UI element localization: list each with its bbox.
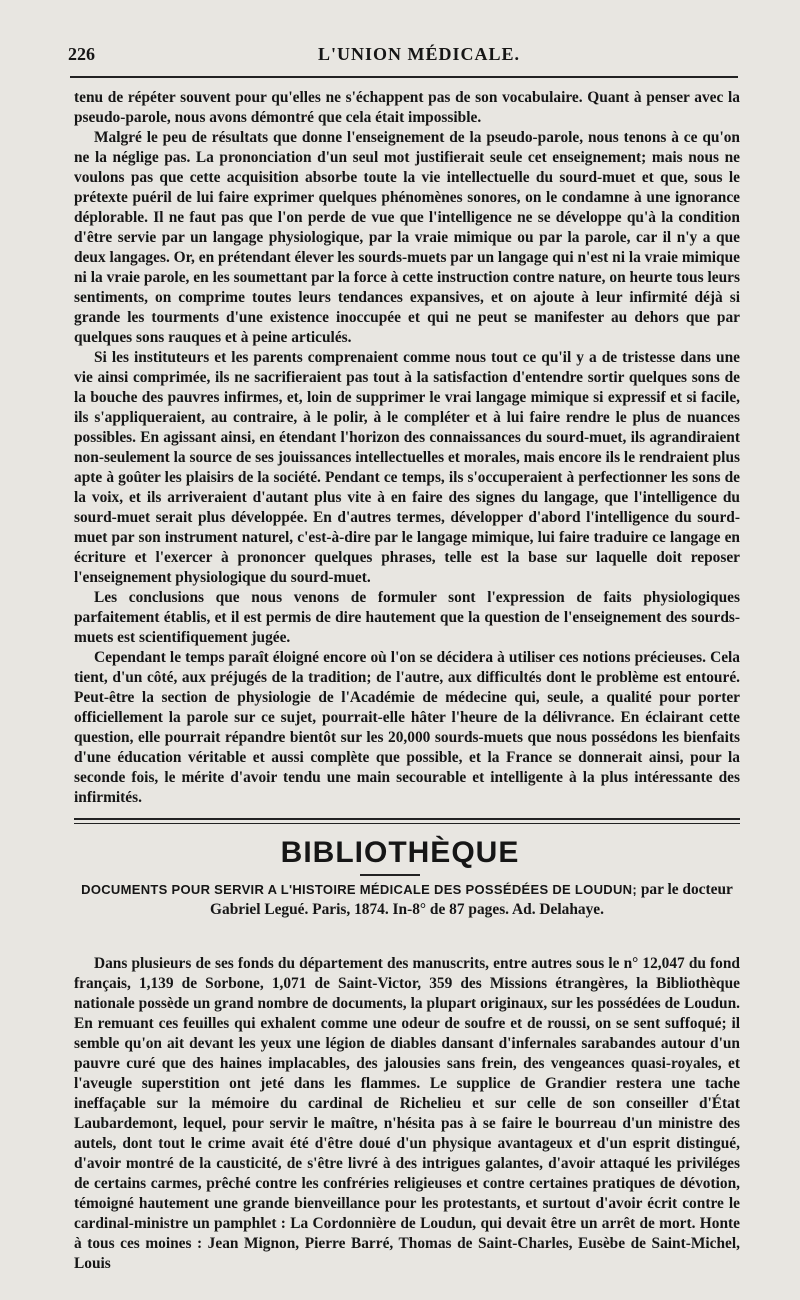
- section-divider: [74, 818, 740, 824]
- section-title: BIBLIOTHÈQUE: [280, 836, 520, 869]
- book-title: DOCUMENTS POUR SERVIR A L'HISTOIRE MÉDICALE DES POSSÉDÉES DE LOUDUN;: [81, 882, 637, 897]
- article-paragraph: tenu de répéter souvent pour qu'elles ne s'échappent pas de son vocabulaire. Quant à penser avec la pseudo-parole, nous avons démontré que cela était impossible.: [74, 89, 740, 126]
- review-body: [74, 954, 740, 1274]
- page-header: [68, 44, 736, 72]
- running-title: L'UNION MÉDICALE.: [318, 44, 521, 64]
- book-details: par le docteur Gabriel Legué. Paris, 1874. In-8° de 87 pages. Ad. Delahaye.: [210, 881, 733, 918]
- page-number: 226: [68, 44, 95, 64]
- review-paragraph: Dans plusieurs de ses fonds du département des manuscrits, entre autres sous le n° 12,047 du fond français, 1,139 de Sorbone, 1,071 de Saint-Victor, 359 des Missions étrangères, la Bibliothèque nationale possède un grand nombre de documents, la plupart originaux, sur les possédées de Loudun. En remuant ces feuilles qui exhalent comme une odeur de soufre et de roussi, on se sent suffoqué; il semble qu'on ait devant les yeux une légion de diables dansant d'infernales sarabandes autour d'un pauvre curé que des haines implacables, des jalousies sans frein, des vengeances quasi-royales, et l'aveugle superstition ont jeté dans les flammes. Le supplice de Grandier restera une tache ineffaçable sur la mémoire du cardinal de Richelieu et sur celle de son conseiller d'État Laubardemont, lequel, pour servir le maître, n'hésita pas à se faire le bourreau d'un ministre des autels, dont tout le crime avait été d'être doué d'un physique avantageux et d'un esprit distingué, d'avoir montré de la causticité, de s'être livré à des intrigues galantes, d'avoir attaqué les priviléges de certains carmes, prêché contre les confréries religieuses et contre certaines pratiques de dévotion, témoigné hautement une grande bienveillance pour les protestants, et surtout d'avoir écrit contre le cardinal-ministre un pamphlet : La Cordonnière de Loudun, qui devait être un arrêt de mort. Honte à tous ces moines : Jean Mignon, Pierre Barré, Thomas de Saint-Charles, Eusèbe de Saint-Michel, Louis: [74, 955, 740, 1272]
- article-body: [74, 88, 740, 808]
- article-paragraph: Cependant le temps paraît éloigné encore où l'on se décidera à utiliser ces notions précieuses. Cela tient, d'un côté, aux préjugés de la tradition; de l'autre, aux difficultés dont le problème est entouré. Peut-être la section de physiologie de l'Académie de médecine qui, seule, a qualité pour porter officiellement la parole sur ce sujet, pourrait-elle hâter l'heure de la délivrance. En éclairant cette question, elle pourrait répandre bientôt sur les 20,000 sourds-muets que nous possédons les bienfaits d'une éducation véritable et aussi complète que possible, et la France se donnerait ainsi, pour la seconde fois, le mérite d'avoir tendu une main secourable et intelligente à la plus intéressante des infirmités.: [74, 649, 740, 806]
- title-underline: [360, 874, 420, 876]
- header-rule: [70, 76, 738, 78]
- article-paragraph: Malgré le peu de résultats que donne l'enseignement de la pseudo-parole, nous tenons à ce qu'on ne la néglige pas. La prononciation d'un seul mot justifierait seule cet enseignement; mais nous ne voulons pas que cette acquisition absorbe toute la vie intellectuelle du sourd-muet et que, sous le prétexte puéril de lui faire exprimer quelques phénomènes sonores, on le condamne à une ignorance déplorable. Il ne faut pas que l'on perde de vue que l'intelligence ne se développe qu'à la condition d'être servie par un langage physiologique, par la vraie mimique ou par la parole, car il n'y a que deux langages. Or, en prétendant élever les sourds-muets par un langage qui n'est ni la vraie mimique ni la vraie parole, en les soumettant par la force à cette instruction contre nature, on heurte tous leurs sentiments, on comprime toutes leurs tendances expansives, et on ajoute à leur infirmité déjà si grande les tourments d'une existence inoccupée et qui ne peut se manifester au dehors que par quelques sons rauques et à peine articulés.: [74, 129, 740, 346]
- article-paragraph: Si les instituteurs et les parents comprenaient comme nous tout ce qu'il y a de tristesse dans une vie ainsi comprimée, ils ne sacrifieraient pas tout à la satisfaction d'entendre sortir quelques sons de la bouche des pauvres infirmes, et, loin de supprimer le vrai langage mimique si expressif et si facile, ils s'appliqueraient, au contraire, à le polir, à le compléter et à lui faire rendre le plus de nuances possibles. En agissant ainsi, en étendant l'horizon des connaissances du sourd-muet, ils agrandiraient non-seulement la source de ses jouissances intellectuelles et morales, mais encore ils le rendraient plus apte à goûter les plaisirs de la société. Pendant ce temps, ils s'occuperaient à perfectionner les sons de la voix, et ils arriveraient d'autant plus vite à en faire des signes du langage, que l'intelligence du sourd-muet serait plus développée. En d'autres termes, développer d'abord l'intelligence du sourd-muet par son instrument naturel, c'est-à-dire par le langage mimique, lui faire traduire ce langage en écriture et l'exercer à prononcer quelques phrases, telle est la base sur laquelle doit reposer l'enseignement physiologique du sourd-muet.: [74, 349, 740, 586]
- article-paragraph: Les conclusions que nous venons de formuler sont l'expression de faits physiologiques parfaitement établis, et il est permis de dire hautement que la question de l'enseignement des sourds-muets est scientifiquement jugée.: [74, 589, 740, 646]
- book-entry: [74, 880, 740, 920]
